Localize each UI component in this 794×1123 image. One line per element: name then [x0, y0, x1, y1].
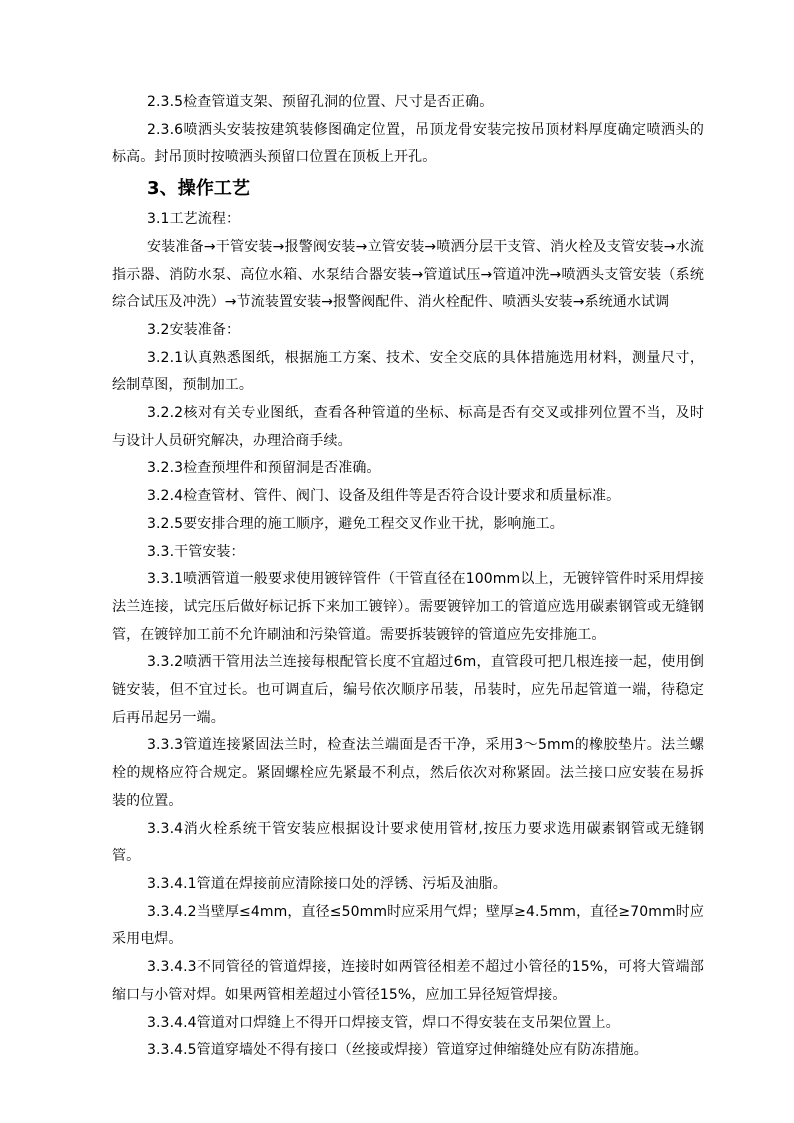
paragraph-3-1: 3.1工艺流程：: [147, 211, 241, 228]
paragraph-2-3-6: 2.3.6喷洒头安装按建筑装修图确定位置，吊顶龙骨安装完按吊顶材料厚度确定喷洒头的标高。封吊顶时按喷洒头预留口位置在顶板上开孔。: [112, 121, 704, 166]
paragraph-process-flow: 安装准备→干管安装→报警阀安装→立管安装→喷洒分层干支管、消火栓及支管安装→水流指示器、消防水泵、高位水箱、水泵结合器安装→管道试压→管道冲洗→喷洒头支管安装（系统综合试压及冲洗）→节流装置安装→报警阀配件、消火栓配件、喷洒头安装→系统通水试调: [112, 238, 704, 311]
section-heading-3: 3、操作工艺: [147, 178, 251, 200]
paragraph-3-3-4-2: 3.3.4.2当壁厚≤4mm，直径≤50mm时应采用气焊；壁厚≥4.5mm，直径≥70mm时应采用电焊。: [112, 903, 704, 948]
paragraph-3-2-4: 3.2.4检查管材、管件、阀门、设备及组件等是否符合设计要求和质量标准。: [147, 488, 621, 505]
paragraph-3-2-5: 3.2.5要安排合理的施工顺序，避免工程交叉作业干扰，影响施工。: [147, 515, 564, 532]
paragraph-3-3-1: 3.3.1喷洒管道一般要求使用镀锌管件（干管直径在100mm以上，无镀锌管件时采用焊接法兰连接，试完压后做好标记拆下来加工镀锌）。需要镀锌加工的管道应选用碳素钢管或无缝钢管，在镀锌加工前不允许刷油和污染管道。需要拆装镀锌的管道应先安排施工。: [112, 571, 704, 643]
paragraph-3-3-4-4: 3.3.4.4管道对口焊缝上不得开口焊接支管，焊口不得安装在支吊架位置上。: [147, 1014, 620, 1031]
paragraph-3-3-4-1: 3.3.4.1管道在焊接前应清除接口处的浮锈、污垢及油脂。: [147, 875, 507, 892]
document-body: [112, 89, 704, 1065]
paragraph-3-2-1: 3.2.1认真熟悉图纸，根据施工方案、技术、安全交底的具体措施选用材料，测量尺寸，绘制草图，预制加工。: [112, 349, 704, 394]
paragraph-3-3-2: 3.3.2喷洒干管用法兰连接每根配管长度不宜超过6m，直管段可把几根连接一起，使用倒链安装，但不宜过长。也可调直后，编号依次顺序吊装，吊装时，应先吊起管道一端，待稳定后再吊起另一端。: [112, 654, 704, 726]
paragraph-3-2: 3.2安装准备：: [147, 321, 241, 338]
paragraph-3-3-3: 3.3.3管道连接紧固法兰时，检查法兰端面是否干净，采用3～5mm的橡胶垫片。法兰螺栓的规格应符合规定。紧固螺栓应先紧最不利点，然后依次对称紧固。法兰接口应安装在易拆装的位置。: [112, 737, 704, 809]
paragraph-3-3-4: 3.3.4消火栓系统干管安装应根据设计要求使用管材,按压力要求选用碳素钢管或无缝钢管。: [112, 820, 704, 865]
paragraph-3-2-2: 3.2.2核对有关专业图纸，查看各种管道的坐标、标高是否有交叉或排列位置不当，及时与设计人员研究解决，办理洽商手续。: [112, 405, 704, 449]
paragraph-3-3-4-3: 3.3.4.3不同管径的管道焊接，连接时如两管径相差不超过小管径的15%，可将大管端部缩口与小管对焊。如果两管相差超过小管径15%，应加工异径短管焊接。: [112, 959, 704, 1003]
paragraph-3-3: 3.3.干管安装：: [147, 543, 245, 560]
paragraph-3-3-4-5: 3.3.4.5管道穿墙处不得有接口（丝接或焊接）管道穿过伸缩缝处应有防冻措施。: [147, 1042, 648, 1059]
paragraph-3-2-3: 3.2.3检查预埋件和预留洞是否准确。: [147, 460, 381, 477]
paragraph-2-3-5: 2.3.5检查管道支架、预留孔洞的位置、尺寸是否正确。: [147, 94, 494, 110]
